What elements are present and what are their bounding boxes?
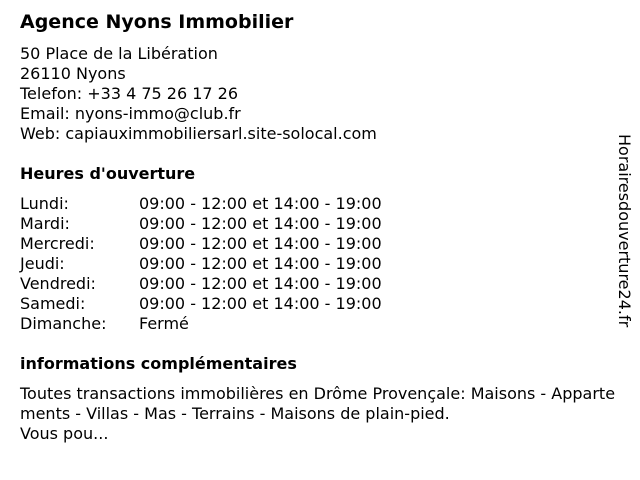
day-hours: 09:00 - 12:00 et 14:00 - 19:00	[139, 294, 382, 313]
info-heading: informations complémentaires	[20, 354, 297, 373]
watermark-brand: Horairesdouverture24.fr	[615, 134, 634, 328]
day-hours: 09:00 - 12:00 et 14:00 - 19:00	[139, 234, 382, 253]
day-label: Vendredi:	[20, 274, 96, 293]
address-street: 50 Place de la Libération	[20, 44, 218, 63]
day-label: Jeudi:	[20, 254, 65, 273]
day-hours: 09:00 - 12:00 et 14:00 - 19:00	[139, 254, 382, 273]
address-city: 26110 Nyons	[20, 64, 126, 83]
day-label: Mardi:	[20, 214, 70, 233]
day-label: Lundi:	[20, 194, 69, 213]
hours-heading: Heures d'ouverture	[20, 164, 196, 183]
info-text-block	[20, 384, 624, 444]
web-line: Web: capiauximmobiliersarl.site-solocal.com	[20, 124, 377, 143]
email-line: Email: nyons-immo@club.fr	[20, 104, 241, 123]
info-description: Toutes transactions immobilières en Drôme Provençale: Maisons - Appartements - Villas - Mas - Terrains - Maisons de plain-pied.	[20, 384, 616, 423]
day-hours: 09:00 - 12:00 et 14:00 - 19:00	[139, 274, 382, 293]
day-label: Samedi:	[20, 294, 86, 313]
contact-block	[20, 44, 377, 144]
day-hours: 09:00 - 12:00 et 14:00 - 19:00	[139, 214, 382, 233]
phone-line: Telefon: +33 4 75 26 17 26	[20, 84, 239, 103]
agency-name: Agence Nyons Immobilier	[20, 11, 294, 33]
day-label: Dimanche:	[20, 314, 107, 333]
day-hours: Fermé	[139, 314, 189, 333]
day-label: Mercredi:	[20, 234, 95, 253]
info-more: Vous pou...	[20, 424, 109, 443]
day-hours: 09:00 - 12:00 et 14:00 - 19:00	[139, 194, 382, 213]
